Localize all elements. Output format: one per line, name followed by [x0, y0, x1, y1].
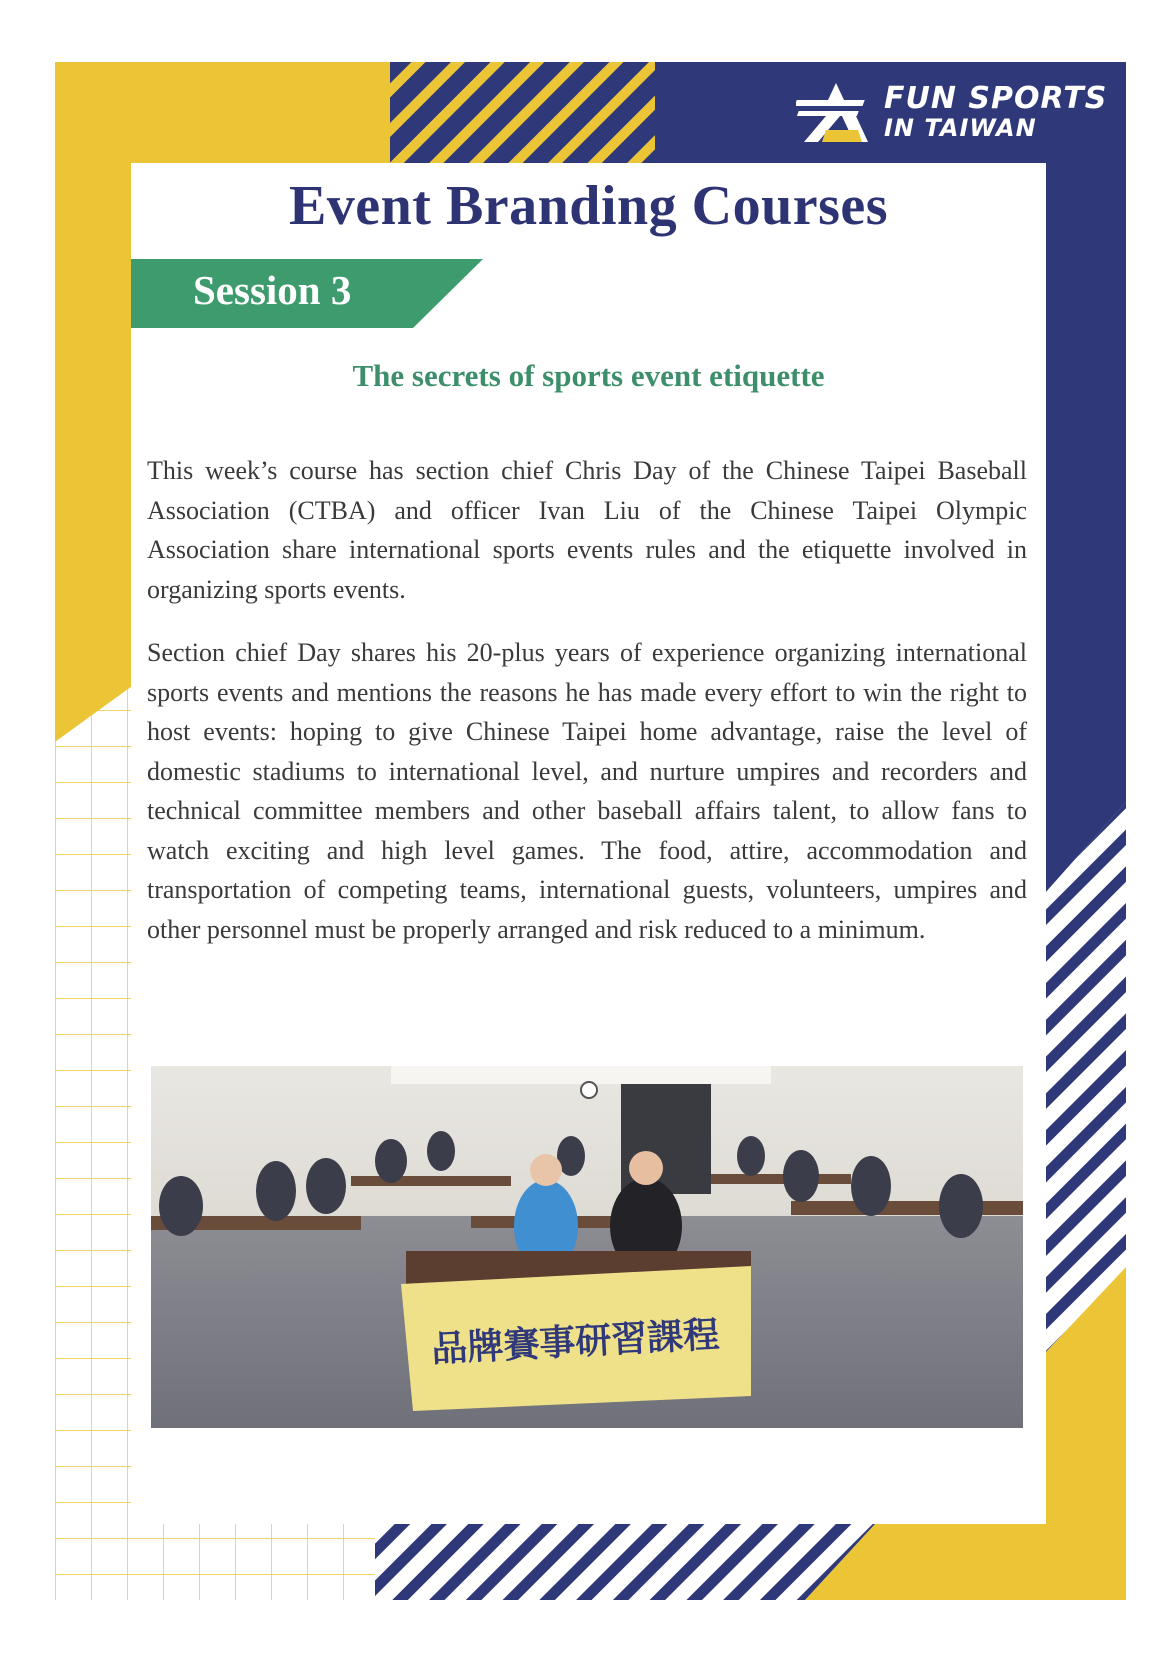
session-label: Session 3 — [193, 267, 352, 313]
body-paragraph-2: Section chief Day shares his 20-plus years of experience organizing international sports events and mentions the reasons he has made every effort to win the right to host events: hoping to give Chinese Taipei home advantage, raise the level of domestic stadiums to international level, and nurture umpires and recorders and technical committee members and other baseball affairs talent, to allow fans to watch exciting and high level games. The food, attire, accommodation and transportation of competing teams, international guests, volunteers, umpires and other personnel must be properly arranged and risk reduced to a minimum. — [147, 638, 1027, 944]
classroom-photo — [151, 1066, 1023, 1428]
page-title: Event Branding Courses — [288, 175, 889, 237]
logo-line2: IN TAIWAN — [884, 114, 1037, 142]
body-paragraph-1: This week’s course has section chief Chris Day of the Chinese Taipei Baseball Association (CTBA) and officer Ivan Liu of the Chinese Taipei Olympic Association share international sports events rules and the etiquette involved in organizing sports events. — [147, 456, 1027, 604]
photo-banner-text: 品牌賽事研習課程 — [430, 1314, 721, 1371]
subtitle: The secrets of sports event etiquette — [352, 358, 825, 393]
logo-line1: FUN SPORTS — [884, 81, 1108, 116]
logo-text — [884, 81, 1108, 142]
